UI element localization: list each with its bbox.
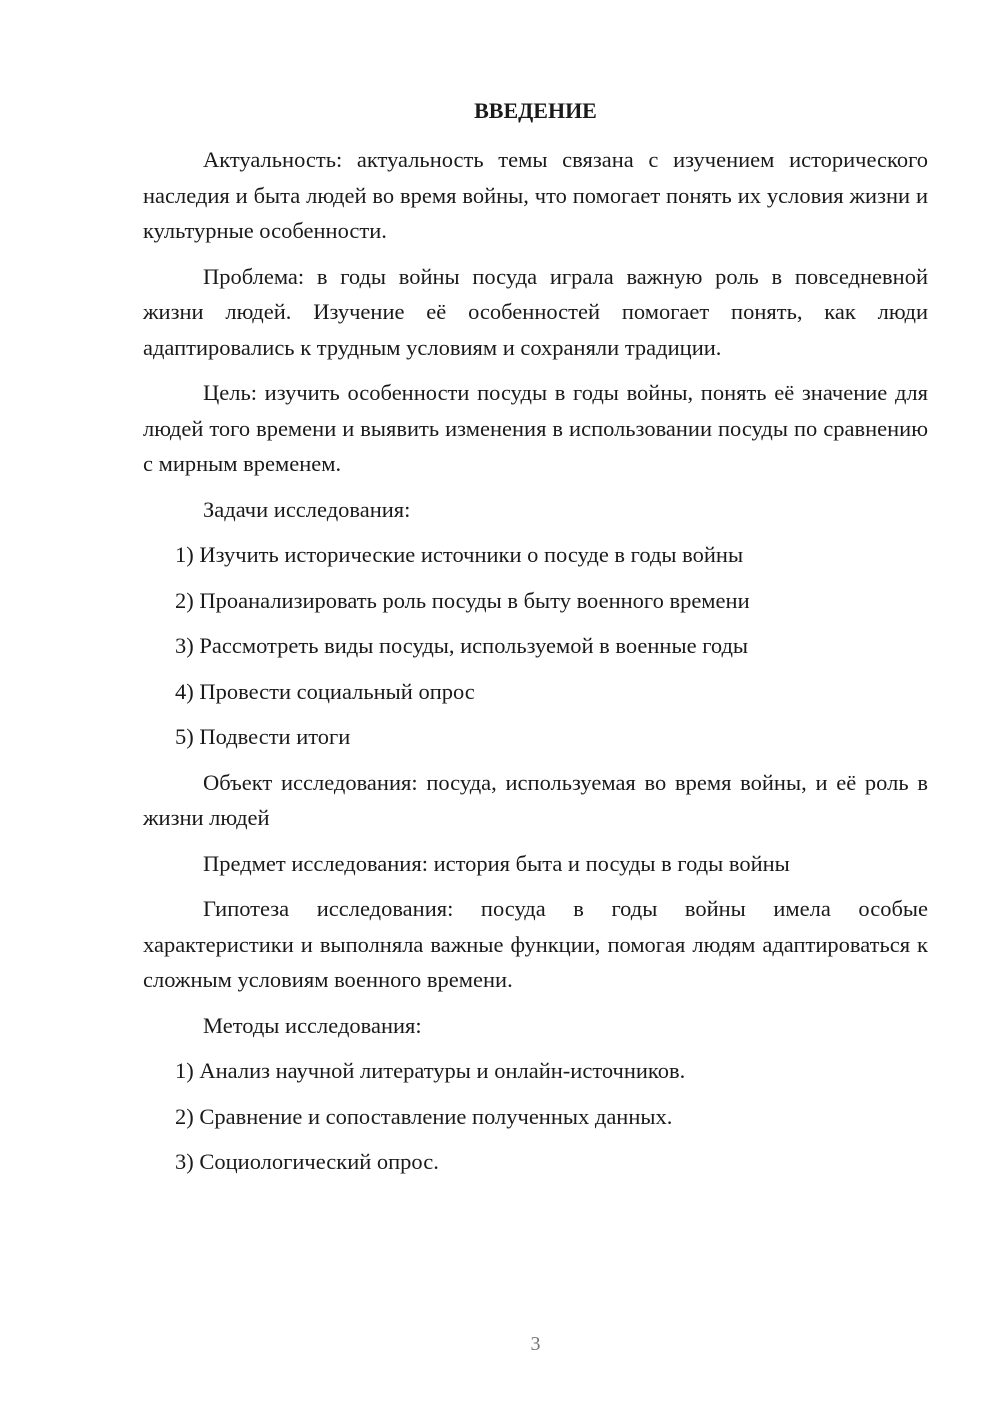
problem-paragraph: Проблема: в годы войны посуда играла важную роль в повседневной жизни людей. Изучение её особенностей помогает понять, как люди адаптировались к трудным условиям и сохраняли традиции. xyxy=(143,263,928,360)
tasks-heading: Задачи исследования: xyxy=(203,496,411,522)
object-paragraph: Объект исследования: посуда, используемая во время войны, и её роль в жизни людей xyxy=(143,769,928,830)
method-item-1: 1) Анализ научной литературы и онлайн-источников. xyxy=(175,1058,686,1083)
page-number: 3 xyxy=(530,1333,541,1355)
task-item-5: 5) Подвести итоги xyxy=(175,724,351,749)
goal-paragraph: Цель: изучить особенности посуды в годы войны, понять её значение для людей того времени и выявить изменения в использовании посуды по сравнению с мирным временем. xyxy=(143,380,928,476)
task-item-3: 3) Рассмотреть виды посуды, используемой в военные годы xyxy=(175,633,749,658)
method-item-3: 3) Социологический опрос. xyxy=(175,1149,439,1174)
page-title: ВВЕДЕНИЕ xyxy=(474,98,597,123)
document-body xyxy=(143,142,928,1190)
task-item-2: 2) Проанализировать роль посуды в быту военного времени xyxy=(175,587,750,613)
methods-heading: Методы исследования: xyxy=(203,1012,422,1038)
document-page xyxy=(143,0,928,1414)
task-item-1: 1) Изучить исторические источники о посуде в годы войны xyxy=(175,542,744,567)
relevance-paragraph: Актуальность: актуальность темы связана с изучением исторического наследия и быта людей во время войны, что помогает понять их условия жизни и культурные особенности. xyxy=(143,147,928,243)
subject-paragraph: Предмет исследования: история быта и посуды в годы войны xyxy=(203,850,790,876)
task-item-4: 4) Провести социальный опрос xyxy=(175,678,475,704)
method-item-2: 2) Сравнение и сопоставление полученных данных. xyxy=(175,1103,673,1129)
hypothesis-paragraph: Гипотеза исследования: посуда в годы войны имела особые характеристики и выполняла важные функции, помогая людям адаптироваться к сложным условиям военного времени. xyxy=(143,896,928,992)
